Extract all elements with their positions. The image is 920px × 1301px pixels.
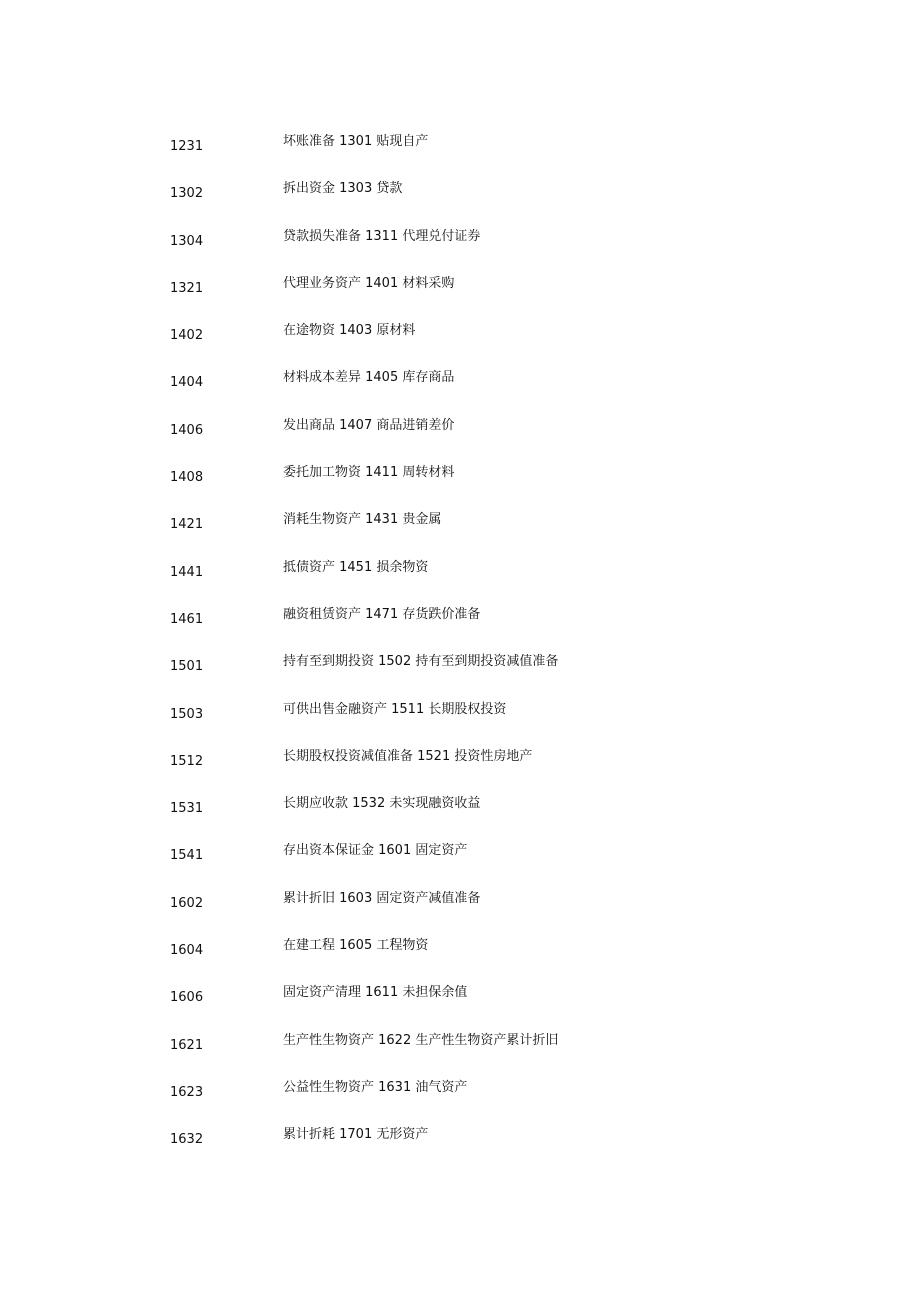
list-item xyxy=(0,416,920,463)
account-description: 消耗生物资产 1431 贵金属 xyxy=(283,512,442,528)
list-item xyxy=(0,1031,920,1078)
account-code: 1503 xyxy=(170,706,204,722)
account-code: 1406 xyxy=(170,422,204,438)
account-description: 固定资产清理 1611 未担保余值 xyxy=(283,985,468,1001)
list-item xyxy=(0,321,920,368)
account-description: 持有至到期投资 1502 持有至到期投资减值准备 xyxy=(283,654,559,670)
account-description: 长期应收款 1532 未实现融资收益 xyxy=(283,796,481,812)
account-description: 融资租赁资产 1471 存货跌价准备 xyxy=(283,606,481,622)
account-code-list xyxy=(0,132,920,1173)
list-item xyxy=(0,841,920,888)
account-description: 长期股权投资减值准备 1521 投资性房地产 xyxy=(283,748,533,764)
list-item xyxy=(0,794,920,841)
account-code: 1402 xyxy=(170,328,204,344)
account-code: 1531 xyxy=(170,801,204,817)
list-item xyxy=(0,558,920,605)
account-code: 1304 xyxy=(170,233,204,249)
account-description: 发出商品 1407 商品进销差价 xyxy=(283,417,455,433)
list-item xyxy=(0,179,920,226)
list-item xyxy=(0,1125,920,1172)
account-description: 代理业务资产 1401 材料采购 xyxy=(283,275,455,291)
list-item xyxy=(0,889,920,936)
account-code: 1501 xyxy=(170,659,204,675)
account-code: 1321 xyxy=(170,280,204,296)
account-description: 存出资本保证金 1601 固定资产 xyxy=(283,843,468,859)
list-item xyxy=(0,1078,920,1125)
account-code: 1604 xyxy=(170,943,204,959)
account-description: 在途物资 1403 原材料 xyxy=(283,323,416,339)
account-description: 可供出售金融资产 1511 长期股权投资 xyxy=(283,701,507,717)
account-description: 贷款损失准备 1311 代理兑付证券 xyxy=(283,228,481,244)
list-item xyxy=(0,652,920,699)
account-description: 拆出资金 1303 贷款 xyxy=(283,181,403,197)
account-code: 1461 xyxy=(170,611,204,627)
account-code: 1408 xyxy=(170,470,204,486)
list-item xyxy=(0,936,920,983)
account-code: 1602 xyxy=(170,895,204,911)
account-code: 1512 xyxy=(170,753,204,769)
list-item xyxy=(0,605,920,652)
list-item xyxy=(0,700,920,747)
account-code: 1231 xyxy=(170,139,204,154)
account-description: 抵债资产 1451 损余物资 xyxy=(283,559,429,575)
account-description: 委托加工物资 1411 周转材料 xyxy=(283,465,455,481)
account-code: 1621 xyxy=(170,1037,204,1053)
account-code: 1421 xyxy=(170,517,204,533)
account-description: 生产性生物资产 1622 生产性生物资产累计折旧 xyxy=(283,1032,559,1048)
account-description: 累计折旧 1603 固定资产减值准备 xyxy=(283,890,481,906)
list-item xyxy=(0,983,920,1030)
account-code: 1404 xyxy=(170,375,204,391)
account-description: 坏账准备 1301 贴现自产 xyxy=(283,134,429,149)
list-item xyxy=(0,368,920,415)
list-item xyxy=(0,274,920,321)
account-description: 材料成本差异 1405 库存商品 xyxy=(283,370,455,386)
list-item xyxy=(0,132,920,179)
account-code: 1302 xyxy=(170,186,204,202)
account-code: 1441 xyxy=(170,564,204,580)
list-item xyxy=(0,747,920,794)
account-code: 1632 xyxy=(170,1132,204,1148)
account-code: 1606 xyxy=(170,990,204,1006)
account-description: 累计折耗 1701 无形资产 xyxy=(283,1127,429,1143)
list-item xyxy=(0,227,920,274)
account-code: 1623 xyxy=(170,1084,204,1100)
account-code: 1541 xyxy=(170,848,204,864)
account-description: 公益性生物资产 1631 油气资产 xyxy=(283,1079,468,1095)
list-item xyxy=(0,463,920,510)
list-item xyxy=(0,510,920,557)
account-description: 在建工程 1605 工程物资 xyxy=(283,938,429,954)
